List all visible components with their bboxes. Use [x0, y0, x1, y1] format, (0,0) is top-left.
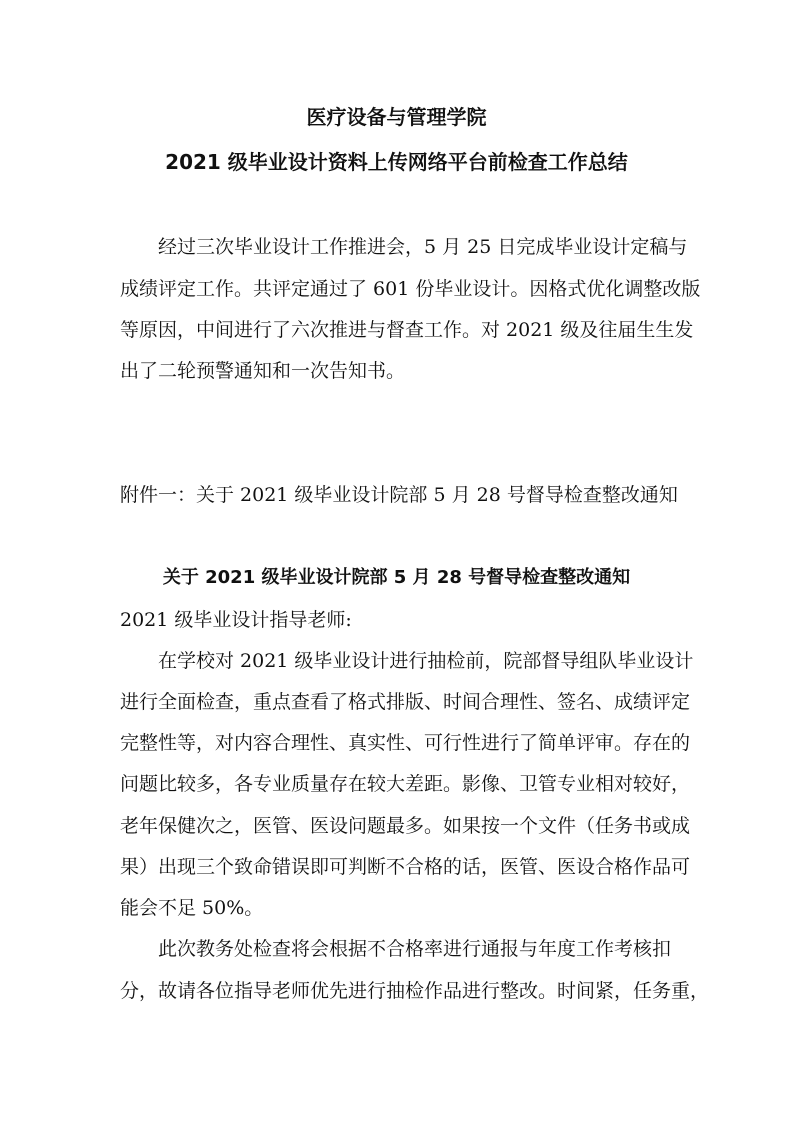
summary-line: 等原因，中间进行了六次推进与督查工作。对 2021 级及往届生生发	[120, 319, 694, 341]
notice-line: 进行全面检查，重点查看了格式排版、时间合理性、签名、成绩评定	[120, 691, 691, 713]
notice-line: 老年保健次之，医管、医设问题最多。如果按一个文件（任务书或成	[120, 815, 691, 837]
notice-line: 完整性等，对内容合理性、真实性、可行性进行了简单评审。存在的	[120, 732, 691, 754]
summary-line: 经过三次毕业设计工作推进会，5 月 25 日完成毕业设计定稿与	[158, 236, 688, 258]
notice-line: 分，故请各位指导老师优先进行抽检作品进行整改。时间紧，任务重，	[120, 980, 710, 1002]
document-title: 医疗设备与管理学院	[306, 105, 487, 129]
notice-line: 问题比较多，各专业质量存在较大差距。影像、卫管专业相对较好，	[120, 773, 691, 795]
summary-line: 出了二轮预警通知和一次告知书。	[120, 360, 406, 382]
notice-line: 果）出现三个致命错误即可判断不合格的话，医管、医设合格作品可	[120, 856, 691, 878]
notice-title: 关于 2021 级毕业设计院部 5 月 28 号督导检查整改通知	[162, 567, 631, 588]
summary-line: 成绩评定工作。共评定通过了 601 份毕业设计。因格式优化调整改版	[120, 278, 701, 300]
attachment-label: 附件一：关于 2021 级毕业设计院部 5 月 28 号督导检查整改通知	[120, 484, 678, 506]
notice-line: 在学校对 2021 级毕业设计进行抽检前，院部督导组队毕业设计	[158, 650, 694, 672]
notice-line: 能会不足 50%。	[120, 897, 264, 919]
document-subtitle: 2021 级毕业设计资料上传网络平台前检查工作总结	[165, 150, 628, 174]
notice-salutation: 2021 级毕业设计指导老师:	[120, 609, 352, 631]
notice-line: 此次教务处检查将会根据不合格率进行通报与年度工作考核扣	[158, 938, 672, 960]
